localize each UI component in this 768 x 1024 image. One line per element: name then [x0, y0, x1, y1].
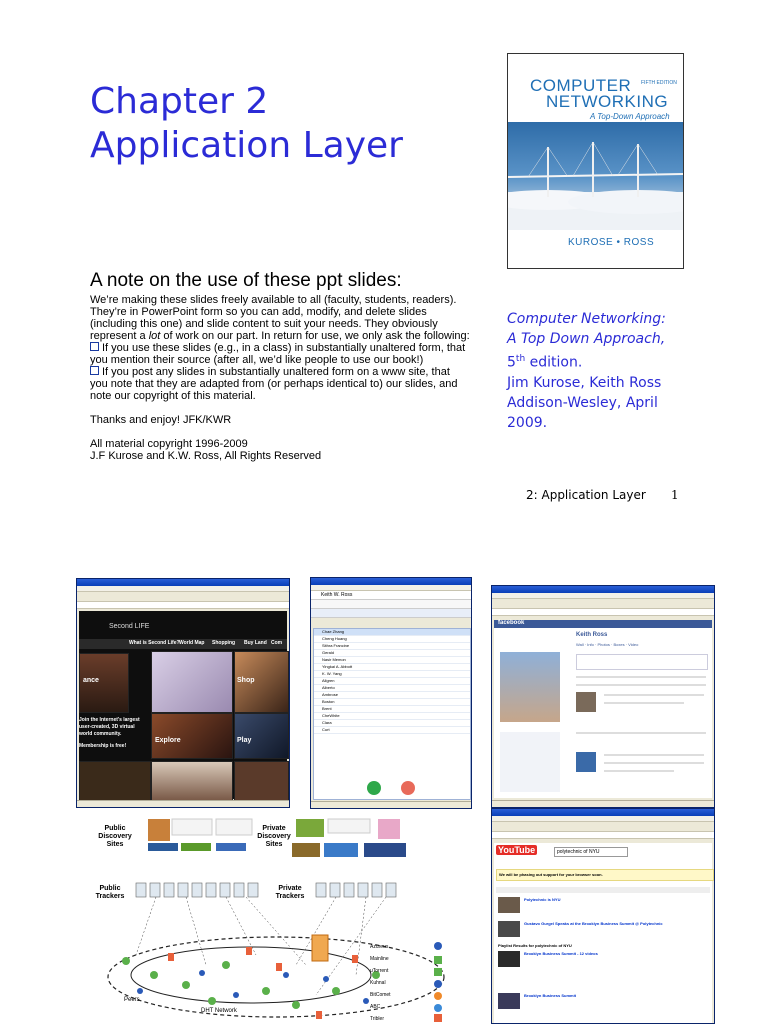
contact-list-item[interactable]: Curt — [314, 727, 470, 734]
dht-network-label: DHT Network — [201, 1008, 237, 1014]
second-life-promo: Join the Internet's largest user-created, 3D virtual world community. — [79, 717, 140, 737]
public-trackers-label: Public Trackers — [95, 885, 125, 900]
facebook-logo: facebook — [498, 620, 525, 626]
private-discovery-label: Private Discovery Sites — [257, 825, 291, 848]
window-titlebar — [492, 809, 714, 816]
p2p-ecosystem-diagram — [76, 815, 476, 1023]
contact-list-item[interactable]: Allgren — [314, 678, 470, 685]
second-life-nav: What is Second Life? World Map Shopping Buy Land Com — [79, 639, 287, 649]
private-trackers-label: Private Trackers — [275, 885, 305, 900]
note-emphasis: lot — [148, 330, 161, 342]
bittorrent-client-label: Azureus — [370, 944, 389, 950]
note-body — [90, 294, 470, 462]
citation-publisher: Addison-Wesley, April — [507, 394, 658, 411]
contact-list-item[interactable]: Sithra Francine — [314, 643, 470, 650]
cover-authors: KUROSE • ROSS — [568, 237, 655, 248]
result-title[interactable]: Gustavo Gurgel Speaks at the Brooklyn Business Summit @ Polytechnic — [524, 921, 663, 926]
contact-list-item[interactable]: Clara — [314, 720, 470, 727]
screenshot-youtube — [491, 808, 715, 1024]
profile-name: Keith Ross — [576, 632, 608, 638]
note-paragraph: We’re making these slides freely available to all (faculty, students, readers). They’re in PowerPoint form so you can add, modify, and delete slides (including this one) and slide content to suit your needs. They obviously represent a lot of work on our part. In return for use, we only ask the following: — [90, 294, 470, 342]
contact-list-item[interactable]: Gerald — [314, 650, 470, 657]
playlist-header: Playlist Results for polytechnic of NYU — [498, 943, 572, 948]
facebook-bar — [494, 620, 712, 628]
window-titlebar — [311, 578, 471, 585]
cover-title-line1: COMPUTER — [530, 76, 632, 95]
video-thumbnail[interactable] — [498, 993, 520, 1009]
screenshot-skype — [310, 577, 472, 809]
citation-authors: Jim Kurose, Keith Ross — [507, 374, 662, 391]
contact-list-item[interactable]: Boston — [314, 699, 470, 706]
cover-edition: FIFTH EDITION — [641, 80, 677, 86]
youtube-logo: YouTube — [498, 845, 536, 855]
book-citation — [507, 309, 707, 433]
note-bullet-2: If you post any slides in substantially unaltered form on a www site, that you note that they are adapted from (or perhaps identical to) our slides, and note our copyright of this material. — [90, 366, 458, 402]
second-life-logo: Second LIFE — [109, 623, 150, 630]
cover-title-line2: NETWORKING — [546, 92, 669, 111]
note-copyright-2: J.F Kurose and K.W. Ross, All Rights Reserved — [90, 450, 322, 462]
citation-edition: 5th edition. — [507, 354, 583, 371]
bittorrent-client-label: Kuhnal — [370, 980, 386, 986]
play-link[interactable]: Play — [237, 737, 252, 744]
contact-list-item[interactable]: Nasir Memon — [314, 657, 470, 664]
contact-list-item[interactable]: K. W. Yang — [314, 671, 470, 678]
checkbox-bullet-icon — [90, 366, 99, 375]
video-thumbnail[interactable] — [498, 951, 520, 967]
result-title[interactable]: Brooklyn Business Summit - 12 videos — [524, 951, 598, 956]
public-discovery-label: Public Discovery Sites — [98, 825, 132, 848]
browser-notice: We will be phasing out support for your browser soon. — [496, 869, 714, 881]
contact-list-item[interactable]: Yingkai A. Abbott — [314, 664, 470, 671]
explore-link[interactable]: Explore — [155, 737, 181, 744]
slide-footer-label: 2: Application Layer — [526, 488, 646, 502]
note-heading: A note on the use of these ppt slides: — [90, 270, 402, 291]
search-input[interactable]: polytechnic of NYU — [554, 847, 628, 857]
contact-list-item[interactable]: Alberto — [314, 685, 470, 692]
title-line-topic: Application Layer — [90, 125, 403, 166]
bittorrent-client-label: ABC — [370, 1004, 381, 1010]
hang-up-button[interactable] — [401, 781, 415, 795]
slide-title — [90, 80, 403, 168]
profile-photo — [500, 652, 560, 722]
video-thumbnail[interactable] — [498, 921, 520, 937]
bittorrent-client-label: Mainline — [370, 956, 389, 962]
peers-label: Peers — [124, 997, 140, 1003]
screenshot-second-life: Second LIFE What is Second Life? World Map Shopping Buy Land Com ance Shop Join the Internet's largest user-created, 3D virtual world community. Membership is free! Explore Play — [76, 578, 290, 808]
call-button[interactable] — [367, 781, 381, 795]
contact-list-item[interactable]: Ambrose — [314, 692, 470, 699]
note-copyright-1: All material copyright 1996-2009 — [90, 438, 248, 450]
bittorrent-client-label: Tribler — [370, 1016, 384, 1022]
contact-list-item[interactable]: CheWhite — [314, 713, 470, 720]
bittorrent-client-label: uTorrent — [370, 968, 389, 974]
skype-contact-list — [313, 628, 471, 800]
result-title[interactable]: Polytechnic is NYU — [524, 897, 561, 902]
citation-title-1: Computer Networking: — [507, 311, 666, 327]
bittorrent-client-label: BitComet — [370, 992, 391, 998]
skype-user-header: Keith W. Ross — [311, 591, 471, 600]
note-thanks: Thanks and enjoy! JFK/KWR — [90, 414, 232, 426]
note-bullet-1: If you use these slides (e.g., in a class) in substantially unaltered form, that you mention their source (after all, we’d like people to use our book!) — [90, 342, 466, 366]
result-title[interactable]: Brooklyn Business Summit — [524, 993, 577, 998]
contact-list-item[interactable]: Chae Zhang — [314, 629, 470, 636]
screenshot-facebook: facebook Keith Ross Wall · Info · Photos · Boxes · Video — [491, 585, 715, 808]
citation-year: 2009. — [507, 414, 548, 431]
slide-page-number: 1 — [671, 488, 679, 502]
contact-list-item[interactable]: Brent — [314, 706, 470, 713]
cover-subtitle: A Top-Down Approach — [590, 112, 670, 121]
video-thumbnail[interactable] — [498, 897, 520, 913]
title-line-chapter: Chapter 2 — [90, 81, 269, 122]
checkbox-bullet-icon — [90, 342, 99, 351]
status-input[interactable] — [576, 654, 708, 670]
citation-title-2: A Top Down Approach, — [507, 331, 666, 347]
window-titlebar — [492, 586, 714, 593]
contact-list-item[interactable]: Cheng Huang — [314, 636, 470, 643]
window-titlebar — [77, 579, 289, 586]
book-cover — [507, 53, 684, 269]
